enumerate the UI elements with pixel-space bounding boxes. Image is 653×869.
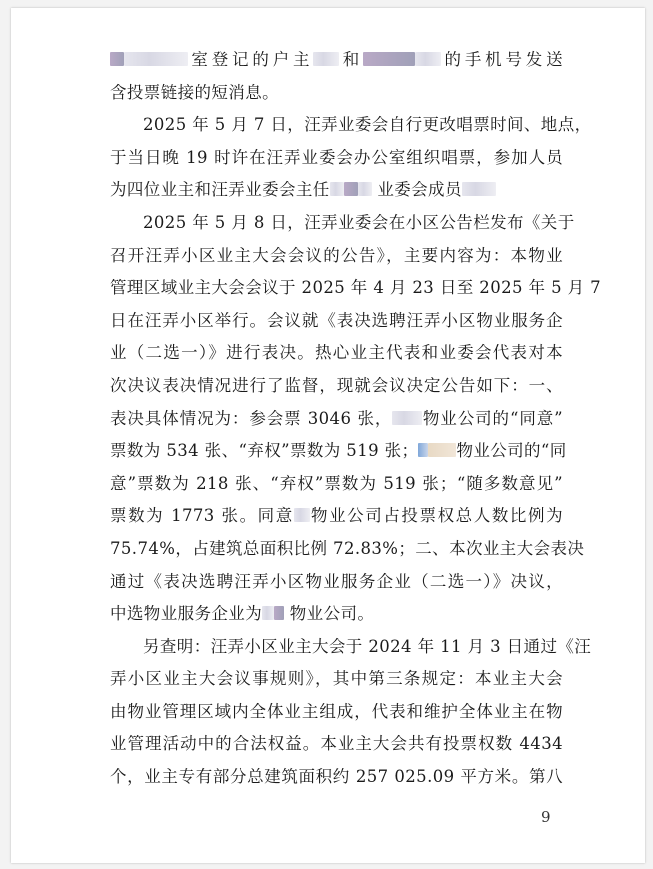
text-line: 2025 年 5 月 8 日，汪弄业委会在小区公告栏发布《关于 [143, 212, 575, 232]
redaction-block [294, 508, 310, 522]
redaction-block [330, 182, 344, 196]
redaction-block [363, 52, 415, 66]
text-line: 含投票链接的短消息。 [110, 82, 279, 102]
text-line: 管理区域业主大会会议于 2025 年 4 月 23 日至 2025 年 5 月 7 [110, 278, 602, 298]
text-line: 另查明：汪弄小区业主大会于 2024 年 11 月 3 日通过《汪 [143, 636, 592, 656]
text-line: 次决议表决情况进行了监督，现就会议决定公告如下：一、 [110, 375, 563, 395]
redaction-block [262, 606, 274, 620]
redaction-block [274, 606, 284, 620]
text-line: 票数为 1773 张。同意 物业公司占投票权总人数比例为 [110, 506, 563, 526]
redaction-block [418, 443, 428, 457]
text-line: 召开汪弄小区业主大会会议的公告》，主要内容为：本物业 [110, 245, 563, 265]
redaction-block [462, 182, 496, 196]
document-body [110, 44, 602, 794]
text-line: 通过《表决选聘汪弄小区物业服务企业（二选一）》决议， [110, 571, 563, 591]
redaction-block [110, 52, 124, 66]
redaction-block [124, 52, 188, 66]
text-line: 室登记的户主 和 的手机号发送 [110, 44, 563, 77]
text-line: 业（二选一）》进行表决。热心业主代表和业委会代表对本 [110, 343, 563, 363]
redaction-block [358, 182, 372, 196]
redaction-block [313, 52, 339, 66]
document-page [11, 8, 645, 863]
page-number: 9 [541, 808, 551, 826]
redaction-block [428, 443, 456, 457]
redaction-block [392, 411, 422, 425]
text-line: 75.74%，占建筑总面积比例 72.83%；二、本次业主大会表决 [110, 538, 585, 558]
text-line: 2025 年 5 月 7 日，汪弄业委会自行更改唱票时间、地点， [143, 115, 592, 135]
text-line: 为四位业主和汪弄业委会主任 业委会成员 [110, 174, 563, 207]
text-line: 于当日晚 19 时许在汪弄业委会办公室组织唱票，参加人员 [110, 147, 563, 167]
text-line: 由物业管理区域内全体业主组成，代表和维护全体业主在物 [110, 701, 563, 721]
redaction-block [344, 182, 358, 196]
text-line: 日在汪弄小区举行。会议就《表决选聘汪弄小区物业服务企 [110, 310, 563, 330]
text-line: 业管理活动中的合法权益。本业主大会共有投票权数 4434 [110, 734, 563, 754]
text-line: 意”票数为 218 张、“弃权”票数为 519 张；“随多数意见” [110, 473, 563, 493]
text-line: 表决具体情况为：参会票 3046 张， 物业公司的“同意” [110, 408, 563, 428]
text-line: 票数为 534 张、“弃权”票数为 519 张； 物业公司的“同 [110, 441, 567, 461]
text-line: 弄小区业主大会议事规则》，其中第三条规定：本业主大会 [110, 669, 563, 689]
text-line: 中选物业服务企业为 物业公司。 [110, 604, 375, 624]
text-line: 个，业主专有部分总建筑面积约 257 025.09 平方米。第八 [110, 767, 563, 787]
redaction-block [415, 52, 441, 66]
